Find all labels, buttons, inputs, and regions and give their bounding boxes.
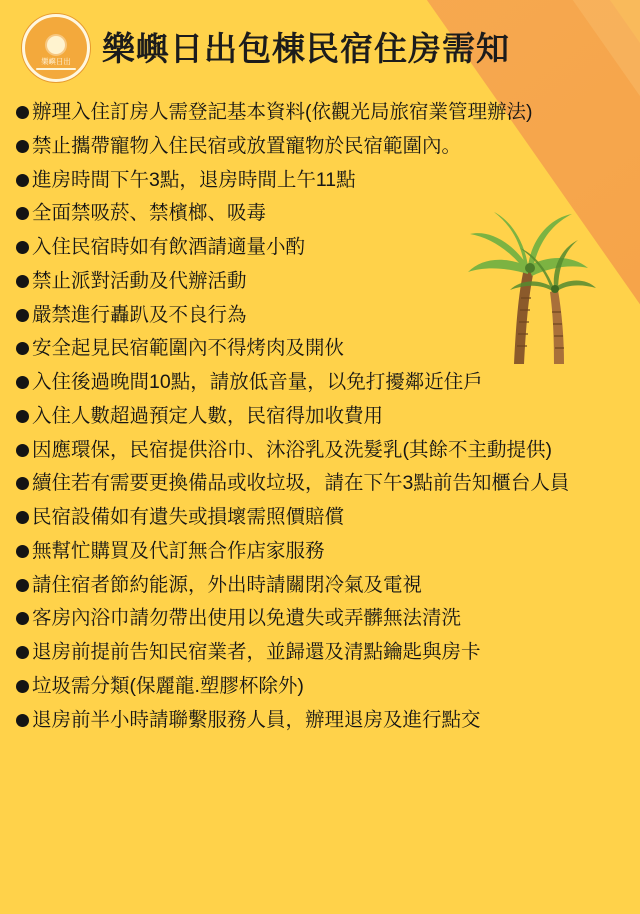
list-item — [16, 503, 626, 531]
bullet-icon — [16, 275, 29, 288]
bullet-icon — [16, 444, 29, 457]
list-item — [16, 604, 626, 632]
bullet-icon — [16, 207, 29, 220]
list-item — [16, 706, 626, 734]
bullet-icon — [16, 714, 29, 727]
bullet-icon — [16, 376, 29, 389]
bullet-icon — [16, 140, 29, 153]
bullet-icon — [16, 106, 29, 119]
rule-text: 因應環保，民宿提供浴巾、沐浴乳及洗髮乳(其餘不主動提供) — [32, 438, 552, 461]
poster-header — [0, 0, 640, 90]
list-item — [16, 132, 626, 160]
list-item — [16, 199, 626, 227]
rule-text: 續住若有需要更換備品或收垃圾，請在下午3點前告知櫃台人員 — [32, 472, 570, 495]
list-item — [16, 402, 626, 430]
list-item — [16, 334, 626, 362]
rule-text: 入住民宿時如有飲酒請適量小酌 — [32, 236, 306, 259]
rule-text: 入住後過晚間10點，請放低音量，以免打擾鄰近住戶 — [32, 371, 483, 394]
list-item — [16, 537, 626, 565]
list-item — [16, 98, 626, 126]
bullet-icon — [16, 241, 29, 254]
rule-text: 禁止派對活動及代辦活動 — [32, 269, 247, 292]
rule-text: 垃圾需分類(保麗龍.塑膠杯除外) — [32, 675, 304, 698]
rules-list — [0, 98, 640, 734]
rule-text: 請住宿者節約能源，外出時請關閉冷氣及電視 — [32, 573, 423, 596]
bullet-icon — [16, 545, 29, 558]
rule-text: 辦理入住訂房人需登記基本資料(依觀光局旅宿業管理辦法) — [32, 101, 533, 123]
rule-text: 嚴禁進行轟趴及不良行為 — [32, 303, 247, 326]
list-item — [16, 571, 626, 599]
bullet-icon — [16, 646, 29, 659]
bullet-icon — [16, 579, 29, 592]
bullet-icon — [16, 680, 29, 693]
logo-underline — [36, 68, 76, 70]
list-item — [16, 267, 626, 295]
bullet-icon — [16, 511, 29, 524]
rule-text: 入住人數超過預定人數，民宿得加收費用 — [32, 404, 384, 427]
page-title: 樂嶼日出包棟民宿住房需知 — [102, 29, 510, 67]
logo-label: 樂嶼日出 — [41, 57, 71, 66]
bullet-icon — [16, 174, 29, 187]
list-item — [16, 638, 626, 666]
sunrise-logo-icon — [22, 14, 90, 82]
bullet-icon — [16, 309, 29, 322]
list-item — [16, 166, 626, 194]
rule-text: 安全起見民宿範圍內不得烤肉及開伙 — [32, 337, 345, 360]
list-item — [16, 368, 626, 396]
rule-text: 民宿設備如有遺失或損壞需照價賠償 — [32, 506, 345, 529]
list-item — [16, 233, 626, 261]
rule-text: 進房時間下午3點，退房時間上午11點 — [32, 168, 356, 191]
list-item — [16, 469, 626, 497]
rule-text: 退房前提前告知民宿業者，並歸還及清點鑰匙與房卡 — [32, 641, 481, 664]
rule-text: 禁止攜帶寵物入住民宿或放置寵物於民宿範圍內。 — [32, 134, 462, 157]
bullet-icon — [16, 410, 29, 423]
list-item — [16, 672, 626, 700]
rule-text: 全面禁吸菸、禁檳榔、吸毒 — [32, 202, 267, 225]
rule-text: 客房內浴巾請勿帶出使用以免遺失或弄髒無法清洗 — [32, 607, 462, 630]
sun-shape-icon — [47, 36, 65, 54]
list-item — [16, 436, 626, 464]
bullet-icon — [16, 612, 29, 625]
footer-spacer — [0, 740, 640, 800]
list-item — [16, 301, 626, 329]
rule-text: 無幫忙購買及代訂無合作店家服務 — [32, 539, 325, 562]
rule-text: 退房前半小時請聯繫服務人員，辦理退房及進行點交 — [32, 708, 481, 731]
bullet-icon — [16, 477, 29, 490]
bullet-icon — [16, 342, 29, 355]
